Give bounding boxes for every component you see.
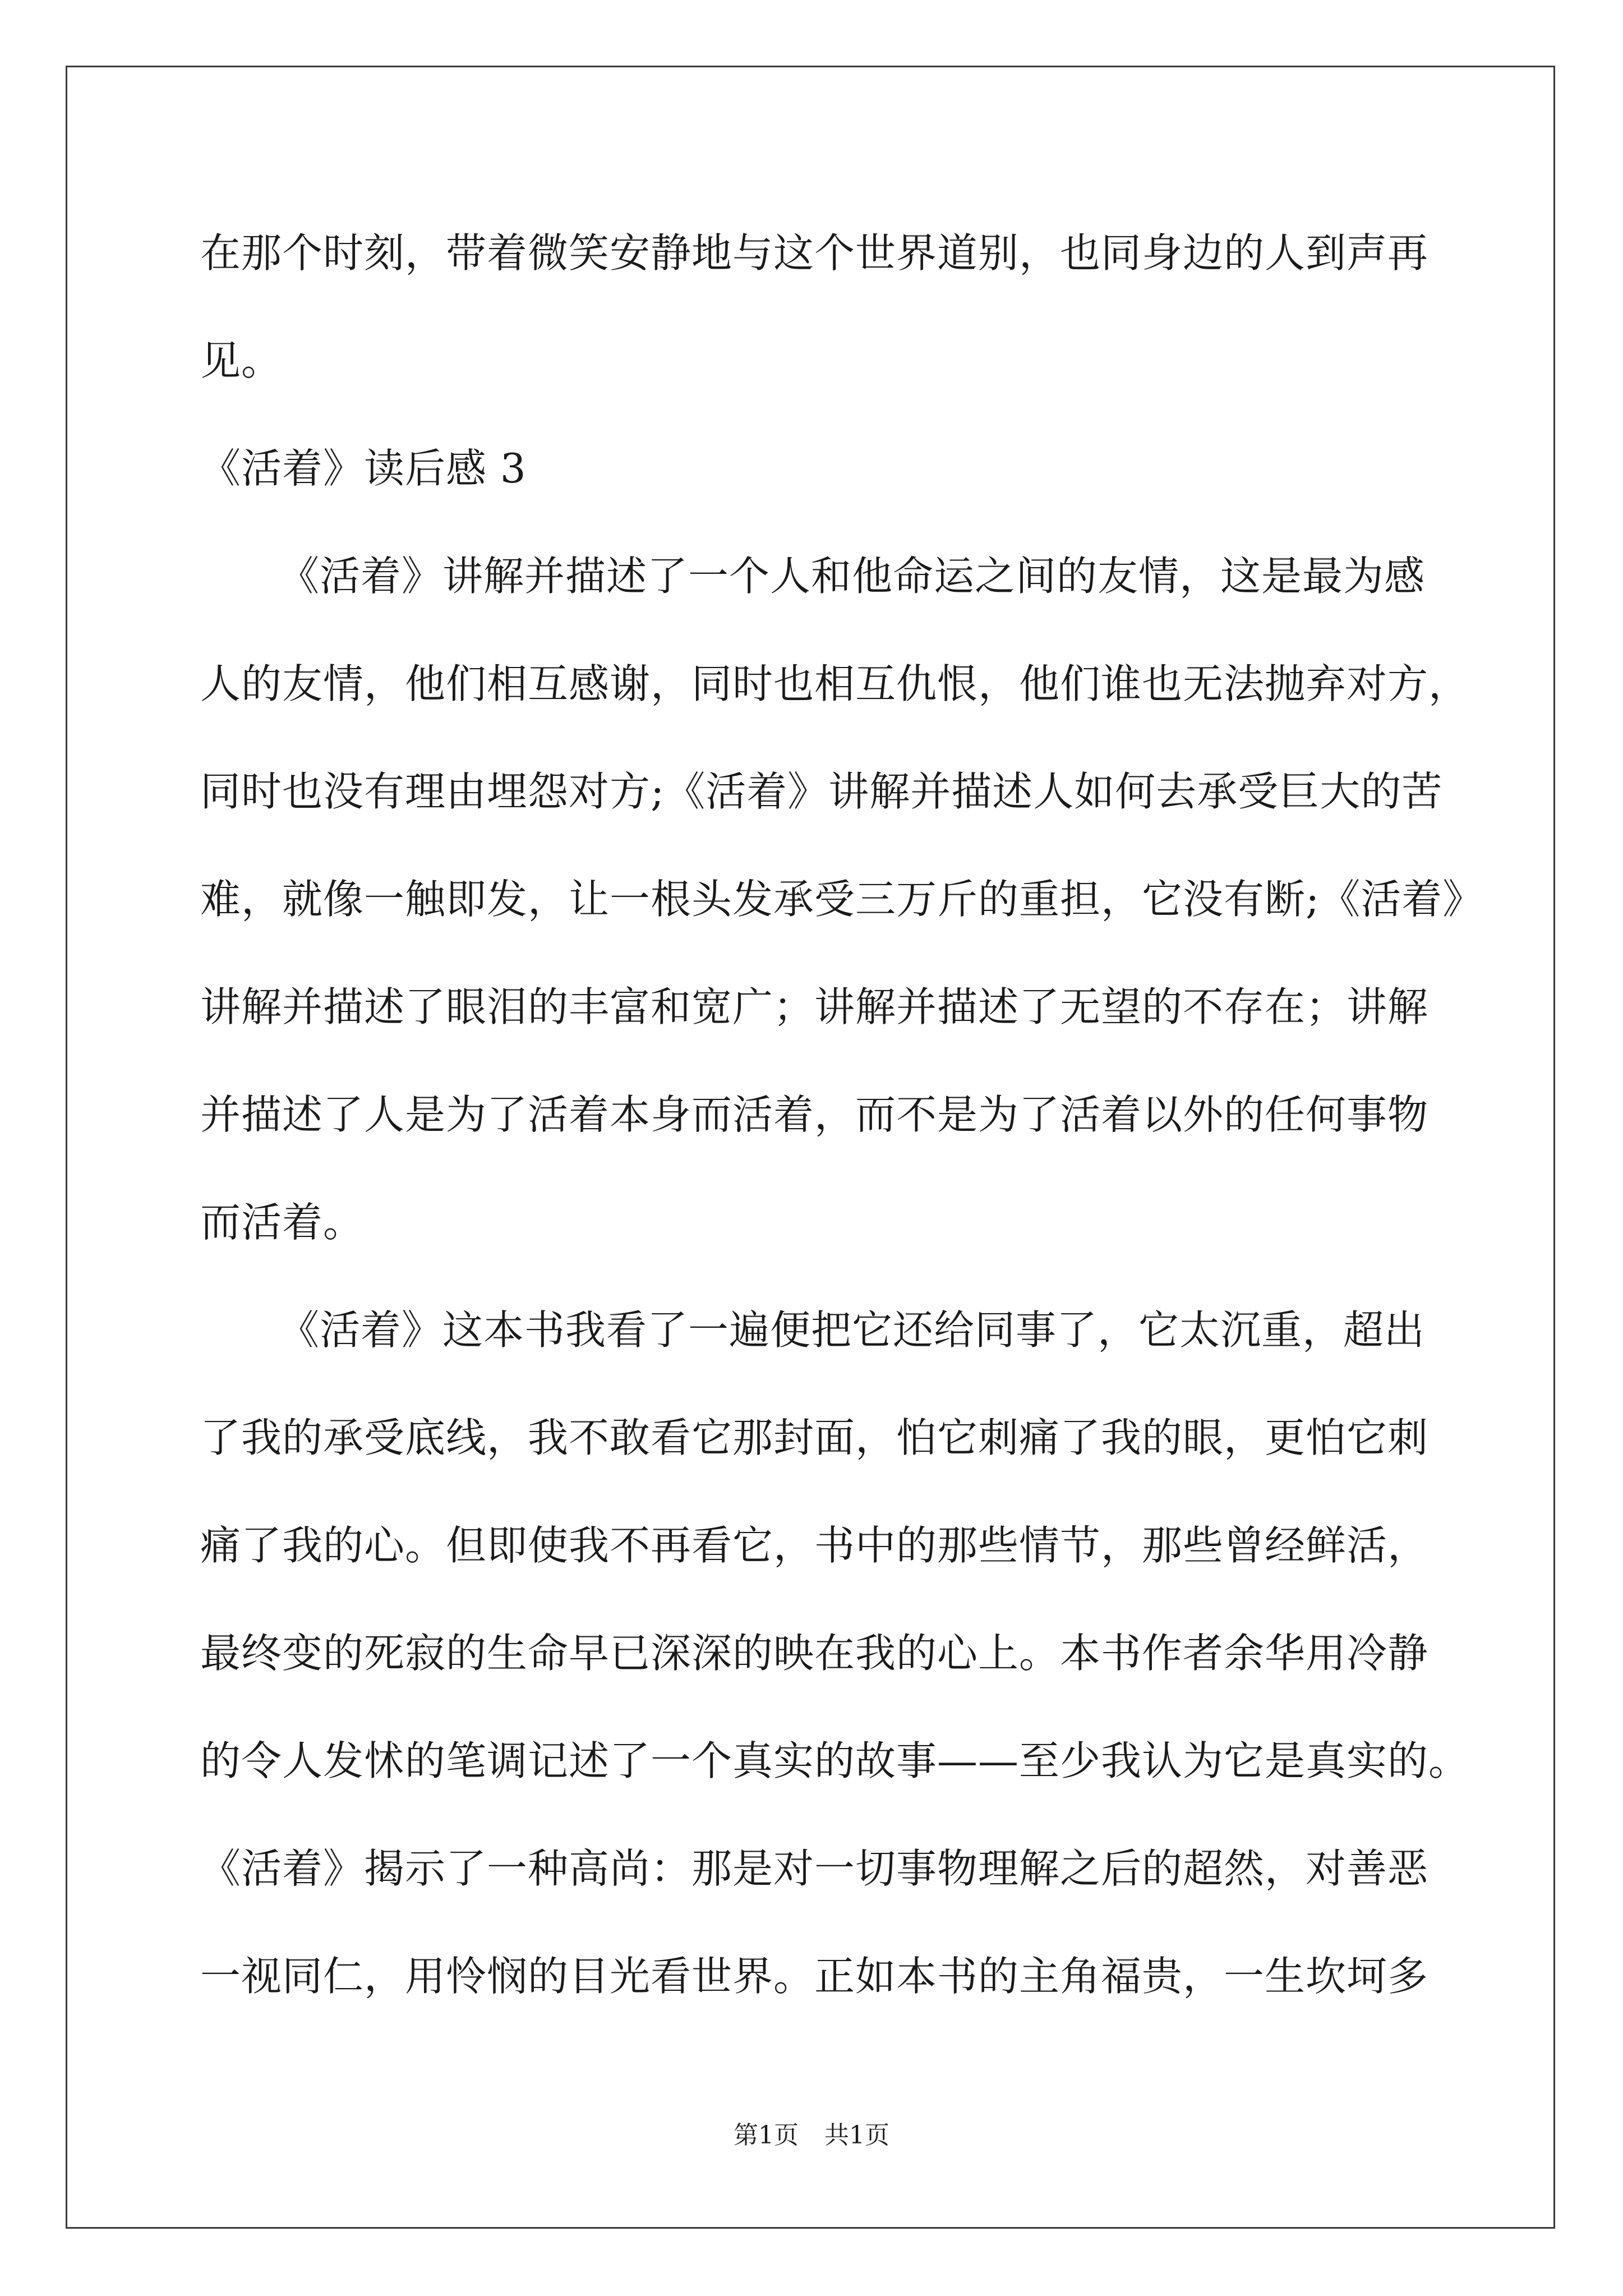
text-line: 而活着。 <box>200 1199 365 1246</box>
text-line: 最终变的死寂的生命早已深深的映在我的心上。本书作者余华用冷静 <box>200 1630 1429 1677</box>
text-line: 《活着》读后感 3 <box>200 445 527 492</box>
text-line: 《活着》这本书我看了一遍便把它还给同事了，它太沉重，超出 <box>279 1306 1426 1354</box>
text-line: 并描述了人是为了活着本身而活着，而不是为了活着以外的任何事物 <box>200 1091 1429 1138</box>
text-line: 见。 <box>200 337 283 384</box>
page-number: 第1页 <box>734 2121 799 2150</box>
page-total: 共1页 <box>824 2121 889 2150</box>
text-line: 难，就像一触即发，让一根头发承受三万斤的重担，它没有断;《活着》 <box>200 876 1484 923</box>
text-line: 人的友情，他们相互感谢，同时也相互仇恨，他们谁也无法抛弃对方， <box>200 660 1470 707</box>
text-line: 一视同仁，用怜悯的目光看世界。正如本书的主角福贵，一生坎坷多 <box>200 1953 1429 2000</box>
text-line: 同时也没有理由埋怨对方;《活着》讲解并描述人如何去承受巨大的苦 <box>200 768 1443 815</box>
page-footer <box>0 2115 1623 2151</box>
text-line: 《活着》讲解并描述了一个人和他命运之间的友情，这是最为感 <box>279 553 1426 600</box>
document-body <box>200 199 1490 2030</box>
text-line: 《活着》揭示了一种高尚：那是对一切事物理解之后的超然，对善恶 <box>200 1845 1429 1892</box>
text-line: 痛了我的心。但即使我不再看它，书中的那些情节，那些曾经鲜活， <box>200 1522 1429 1569</box>
text-line: 了我的承受底线，我不敢看它那封面，怕它刺痛了我的眼，更怕它刺 <box>200 1414 1429 1461</box>
text-line: 在那个时刻，带着微笑安静地与这个世界道别，也同身边的人到声再 <box>200 229 1429 277</box>
text-line: 的令人发怵的笔调记述了一个真实的故事——至少我认为它是真实的。 <box>200 1737 1470 1784</box>
text-line: 讲解并描述了眼泪的丰富和宽广；讲解并描述了无望的不存在；讲解 <box>200 983 1429 1030</box>
